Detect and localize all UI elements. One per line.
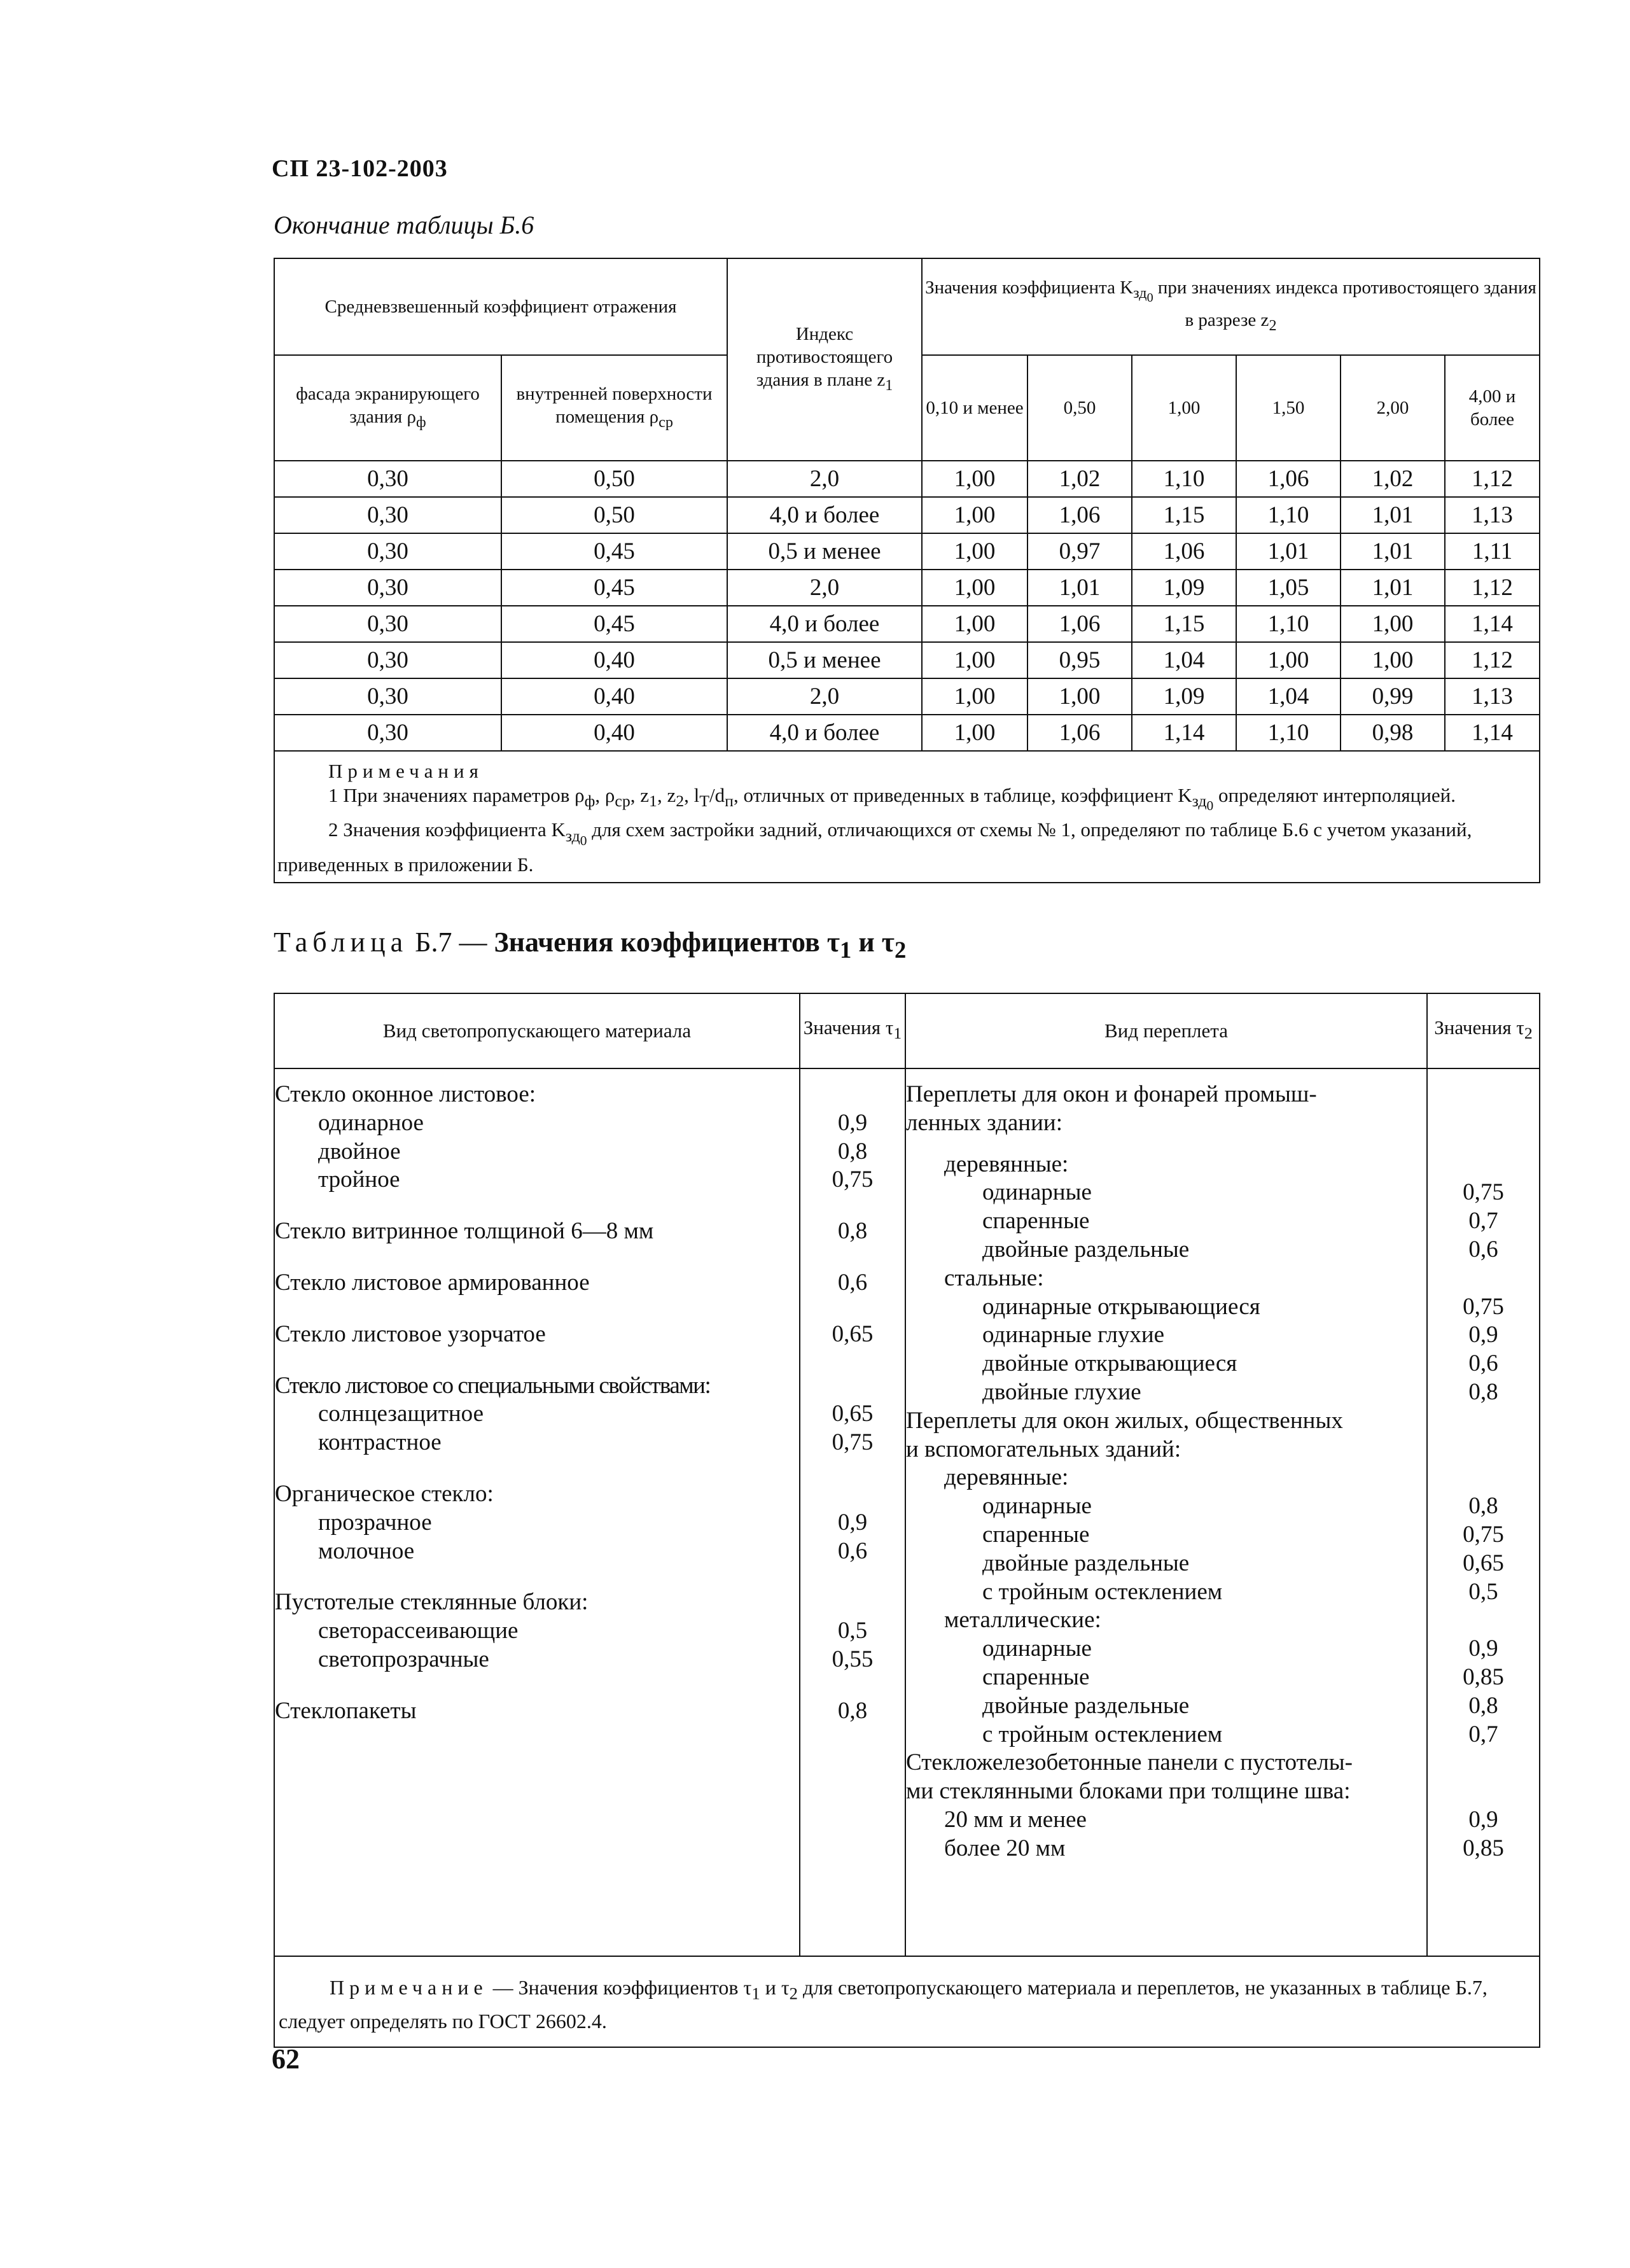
tau2-value: 0,85 [1463, 1835, 1504, 1861]
header-z2-col: 0,10 и менее [922, 355, 1027, 461]
frame-item: двойные открывающиеся [982, 1350, 1237, 1377]
tau2-value: 0,9 [1468, 1322, 1498, 1348]
frame-item: двойные раздельные [982, 1550, 1190, 1576]
tau1-value: 0,8 [837, 1697, 868, 1724]
header-tau1: Значения $\tau_1$ [800, 993, 905, 1068]
table-cell: 4,0 и более [727, 606, 922, 642]
table-cell: 0,98 [1341, 715, 1445, 751]
tau2-value: 0,8 [1468, 1692, 1498, 1719]
tau2-value: 0,7 [1468, 1208, 1498, 1235]
frame-subgroup: деревянные: [944, 1464, 1069, 1491]
table-cell: 1,00 [922, 678, 1027, 715]
table-row [274, 497, 1540, 533]
table-cell: 1,02 [1341, 461, 1445, 497]
table-cell: 0,30 [274, 570, 501, 606]
table-cell: 0,95 [1027, 642, 1132, 678]
header-k-values: Значения коэффициента $K_{зд_0}$ при значениях индекса противостоящего здания в разрезе $z_2$ [922, 258, 1540, 355]
table-cell: 1,05 [1236, 570, 1341, 606]
tau1-value: 0,75 [832, 1429, 874, 1456]
table-cell: 1,14 [1132, 715, 1236, 751]
table-cell: 1,00 [922, 533, 1027, 570]
table-cell: 0,30 [274, 461, 501, 497]
table-cell: 1,13 [1445, 497, 1540, 533]
tau1-value: 0,65 [832, 1401, 874, 1427]
tau2-value: 0,5 [1468, 1578, 1498, 1605]
table-cell: 4,0 и более [727, 715, 922, 751]
tau1-value: 0,9 [837, 1109, 868, 1136]
material-group: Стеклопакеты [275, 1697, 417, 1724]
table-cell: 1,06 [1236, 461, 1341, 497]
header-facade-rho: фасада экранирующего здания $\rho_ф$ [274, 355, 501, 461]
frame-subgroup: стальные: [944, 1264, 1044, 1291]
table-cell: 0,5 и менее [727, 642, 922, 678]
table-cell: 0,45 [501, 570, 727, 606]
frame-group: Переплеты для окон и фонарей промыш- [906, 1081, 1317, 1107]
table-cell: 1,02 [1027, 461, 1132, 497]
table-cell: 1,00 [922, 715, 1027, 751]
header-frame: Вид переплета [905, 993, 1427, 1068]
frame-item: одинарные открывающиеся [982, 1293, 1260, 1320]
header-z2-col: 0,50 [1027, 355, 1132, 461]
table-cell: 1,13 [1445, 678, 1540, 715]
note-2: 2 Значения коэффициента $K_{зд_0}$ для схем застройки задний, отличающихся от схемы № 1, определяют по таблице Б.6 с учетом указаний, приведенных в приложении Б. [277, 818, 1472, 876]
material-group: Стекло листовое со специальными свойствами: [275, 1372, 711, 1399]
frame-item: более 20 мм [944, 1835, 1066, 1861]
table-cell: 4,0 и более [727, 497, 922, 533]
header-material: Вид светопропускающего материала [274, 993, 800, 1068]
table-cell: 1,00 [1341, 642, 1445, 678]
table-cell: 0,5 и менее [727, 533, 922, 570]
table-cell: 1,01 [1341, 570, 1445, 606]
table-b6 [274, 258, 1540, 883]
material-item: двойное [318, 1138, 401, 1165]
table-cell: 0,50 [501, 497, 727, 533]
frame-item: двойные раздельные [982, 1692, 1190, 1719]
tau1-value: 0,6 [837, 1537, 868, 1564]
table-cell: 1,01 [1027, 570, 1132, 606]
material-item: тройное [318, 1166, 400, 1193]
material-group: Стекло оконное листовое: [275, 1081, 536, 1107]
table-cell: 1,00 [922, 570, 1027, 606]
frame-group: ми стеклянными блоками при толщине шва: [906, 1778, 1351, 1805]
frame-group: и вспомогательных зданий: [906, 1436, 1181, 1462]
table-cell: 0,50 [501, 461, 727, 497]
table-cell: 1,00 [922, 461, 1027, 497]
material-item: солнцезащитное [318, 1401, 484, 1427]
frame-item: спаренные [982, 1663, 1090, 1690]
table-cell: 1,10 [1236, 606, 1341, 642]
table-b6-caption: Окончание таблицы Б.6 [274, 211, 534, 239]
frame-item: с тройным остеклением [982, 1721, 1223, 1747]
table-cell: 1,12 [1445, 642, 1540, 678]
frame-subgroup: деревянные: [944, 1151, 1069, 1177]
tau2-value: 0,65 [1463, 1550, 1504, 1576]
tau2-value: 0,9 [1468, 1806, 1498, 1833]
tau1-value: 0,9 [837, 1509, 868, 1536]
table-cell: 0,30 [274, 642, 501, 678]
frame-item: одинарные [982, 1179, 1092, 1206]
frame-item: одинарные [982, 1493, 1092, 1520]
table-cell: 1,12 [1445, 461, 1540, 497]
table-cell: 1,10 [1236, 497, 1341, 533]
table-cell: 0,30 [274, 715, 501, 751]
tau1-value: 0,8 [837, 1218, 868, 1245]
table-cell: 1,00 [1341, 606, 1445, 642]
table-row [274, 715, 1540, 751]
table-cell: 0,97 [1027, 533, 1132, 570]
table-cell: 2,0 [727, 461, 922, 497]
tau1-value: 0,8 [837, 1138, 868, 1165]
material-group: Пустотелые стеклянные блоки: [275, 1589, 589, 1616]
material-item: контрастное [318, 1429, 442, 1456]
table-b7-note: Примечание — Значения коэффициентов $\tau_1$ и $\tau_2$ для светопропускающего материала и переплетов, не указанных в таблице Б.7, следует определять по ГОСТ 26602.4. [274, 1956, 1540, 2047]
frame-group: Стекложелезобетонные панели с пустотелы- [906, 1749, 1353, 1776]
table-b7-caption: Таблица Б.7 — Значения коэффициентов $\tau_1$ и $\tau_2$ [274, 927, 907, 963]
tau2-value: 0,85 [1463, 1663, 1504, 1690]
header-z2-col: 1,50 [1236, 355, 1341, 461]
tau2-value: 0,6 [1468, 1236, 1498, 1263]
tau2-value: 0,8 [1468, 1493, 1498, 1520]
header-z2-col: 2,00 [1341, 355, 1445, 461]
frame-item: спаренные [982, 1521, 1090, 1548]
table-cell: 1,15 [1132, 606, 1236, 642]
frame-item: одинарные [982, 1635, 1092, 1662]
table-cell: 0,30 [274, 678, 501, 715]
table-cell: 1,00 [1236, 642, 1341, 678]
tau2-value: 0,8 [1468, 1378, 1498, 1405]
tau2-value: 0,75 [1463, 1179, 1504, 1206]
frame-group: Переплеты для окон жилых, общественных [906, 1407, 1343, 1434]
header-z2-col: 1,00 [1132, 355, 1236, 461]
material-group: Стекло витринное толщиной 6—8 мм [275, 1218, 654, 1245]
frame-subgroup: металлические: [944, 1607, 1101, 1634]
table-cell: 0,45 [501, 606, 727, 642]
table-row [274, 642, 1540, 678]
table-cell: 1,15 [1132, 497, 1236, 533]
tau1-values [800, 1068, 905, 1956]
frame-item: двойные раздельные [982, 1236, 1190, 1263]
table-row [274, 533, 1540, 570]
material-item: светопрозрачные [318, 1646, 489, 1672]
table-cell: 1,01 [1341, 533, 1445, 570]
material-group: Стекло листовое узорчатое [275, 1320, 546, 1347]
table-cell: 2,0 [727, 570, 922, 606]
frame-list [905, 1068, 1427, 1956]
table-row [274, 678, 1540, 715]
note-1: 1 При значениях параметров $\rho_ф$, $\rho_{ср}$, $z_1$, $z_2$, $l_T/d_п$, отличных от приведенных в таблице, коэффициент $K_{зд_0}$ определяют интерполяцией. [328, 784, 1456, 814]
tau2-value: 0,75 [1463, 1293, 1504, 1320]
table-row [274, 606, 1540, 642]
material-group: Стекло листовое армированное [275, 1269, 590, 1296]
material-item: одинарное [318, 1109, 424, 1136]
table-cell: 1,01 [1236, 533, 1341, 570]
table-cell: 0,99 [1341, 678, 1445, 715]
material-group: Органическое стекло: [275, 1480, 494, 1507]
table-cell: 0,40 [501, 715, 727, 751]
header-tau2: Значения $\tau_2$ [1427, 993, 1540, 1068]
table-cell: 1,01 [1341, 497, 1445, 533]
table-cell: 1,10 [1132, 461, 1236, 497]
tau1-value: 0,75 [832, 1166, 874, 1193]
table-cell: 0,40 [501, 678, 727, 715]
header-inner-rho: внутренней поверхности помещения $\rho_{ср}$ [501, 355, 727, 461]
table-cell: 0,45 [501, 533, 727, 570]
table-cell: 1,00 [922, 497, 1027, 533]
tau1-value: 0,6 [837, 1269, 868, 1296]
table-cell: 1,06 [1027, 715, 1132, 751]
material-item: светорассеивающие [318, 1618, 519, 1644]
frame-item: с тройным остеклением [982, 1578, 1223, 1605]
table-b6-notes [274, 751, 1540, 883]
tau2-value: 0,9 [1468, 1635, 1498, 1662]
tau1-value: 0,55 [832, 1646, 874, 1672]
table-row [274, 461, 1540, 497]
table-cell: 1,06 [1027, 606, 1132, 642]
table-cell: 0,30 [274, 533, 501, 570]
table-cell: 1,00 [922, 606, 1027, 642]
table-cell: 2,0 [727, 678, 922, 715]
table-cell: 1,04 [1236, 678, 1341, 715]
frame-item: одинарные глухие [982, 1322, 1165, 1348]
material-item: прозрачное [318, 1509, 432, 1536]
table-cell: 1,06 [1027, 497, 1132, 533]
tau1-value: 0,5 [837, 1618, 868, 1644]
tau2-value: 0,6 [1468, 1350, 1498, 1377]
frame-item: двойные глухие [982, 1378, 1141, 1405]
material-list [274, 1068, 800, 1956]
tau2-value: 0,75 [1463, 1521, 1504, 1548]
material-item: молочное [318, 1537, 415, 1564]
table-cell: 0,30 [274, 606, 501, 642]
table-b7 [274, 993, 1540, 2048]
table-cell: 0,40 [501, 642, 727, 678]
frame-item: 20 мм и менее [944, 1806, 1087, 1833]
header-index-z1: Индекс противостоящего здания в плане $z_1$ [727, 258, 922, 461]
table-cell: 1,09 [1132, 678, 1236, 715]
tau2-value: 0,7 [1468, 1721, 1498, 1747]
table-row [274, 570, 1540, 606]
table-cell: 1,09 [1132, 570, 1236, 606]
header-reflection: Средневзвешенный коэффициент отражения [274, 258, 727, 355]
table-cell: 1,06 [1132, 533, 1236, 570]
page-number: 62 [272, 2043, 300, 2075]
tau2-values [1427, 1068, 1540, 1956]
table-cell: 1,00 [922, 642, 1027, 678]
table-cell: 1,14 [1445, 715, 1540, 751]
header-z2-col: 4,00 и более [1445, 355, 1540, 461]
frame-item: спаренные [982, 1208, 1090, 1235]
frame-group: ленных здании: [906, 1109, 1062, 1136]
table-b6-body [274, 461, 1540, 751]
document-code: СП 23-102-2003 [272, 155, 448, 182]
table-cell: 1,00 [1027, 678, 1132, 715]
table-cell: 1,04 [1132, 642, 1236, 678]
notes-title: Примечания [328, 760, 484, 782]
table-cell: 0,30 [274, 497, 501, 533]
table-cell: 1,11 [1445, 533, 1540, 570]
table-cell: 1,12 [1445, 570, 1540, 606]
tau1-value: 0,65 [832, 1320, 874, 1347]
table-cell: 1,14 [1445, 606, 1540, 642]
table-cell: 1,10 [1236, 715, 1341, 751]
